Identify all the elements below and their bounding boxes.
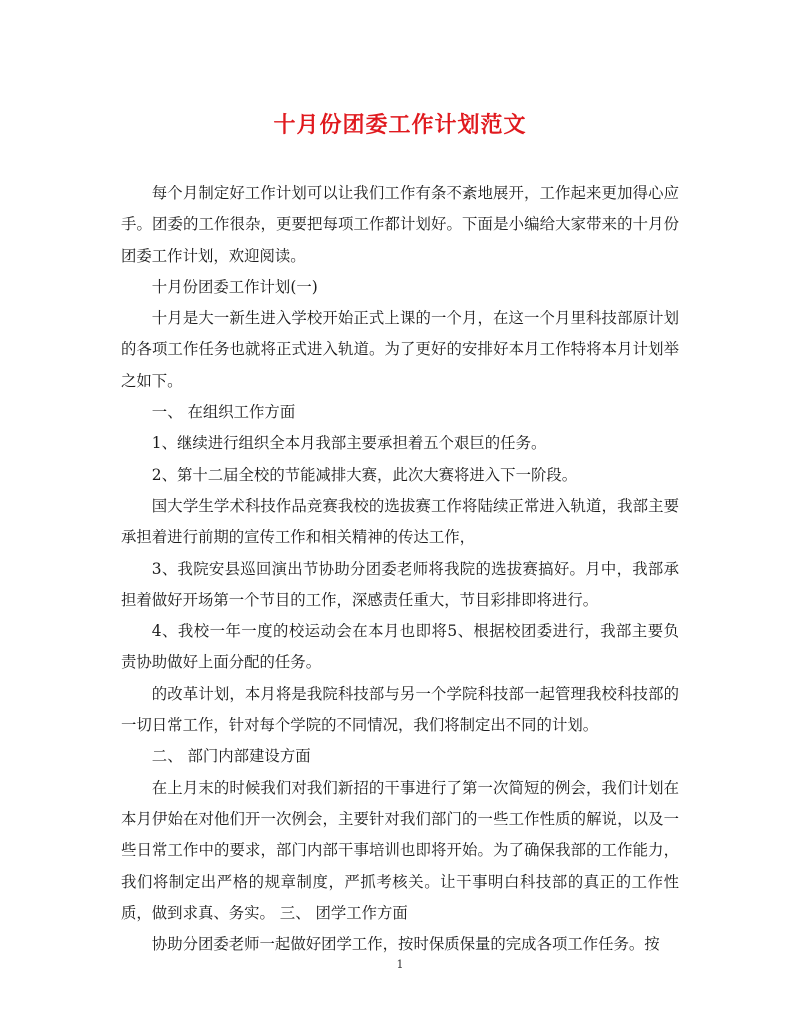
list-item-4: 4、我校一年一度的校运动会在本月也即将5、根据校团委进行，我部主要负责协助做好上面分配的任务。 [121,622,679,672]
document-body [121,178,679,960]
list-item-1: 1、继续进行组织全本月我部主要承担着五个艰巨的任务。 [151,434,547,453]
section-heading-department: 二、 部门内部建设方面 [151,747,311,766]
list-item-2: 2、第十二届全校的节能减排大赛，此次大赛将进入下一阶段。 [151,465,578,484]
paragraph-league-work: 协助分团委老师一起做好团学工作，按时保质保量的完成各项工作任务。按 [151,935,660,954]
paragraph-department-meeting: 在上月末的时候我们对我们新招的干事进行了第一次简短的例会，我们计划在本月伊始在对他们开一次例会，主要针对我们部门的一些工作性质的解说，以及一些日常工作中的要求，部门内部干事培训也即将开始。为了确保我部的工作能力，我们将制定出严格的规章制度，严抓考核关。让干事明白科技部的真正的工作性质，做到求真、务实。 三、 团学工作方面 [121,778,679,922]
paragraph-competition: 国大学生学术科技作品竞赛我校的选拔赛工作将陆续正常进入轨道，我部主要承担着进行前期的宣传工作和相关精神的传达工作， [121,496,679,547]
section-heading-plan-one: 十月份团委工作计划(一) [151,277,318,296]
list-item-3: 3、我院安县巡回演出节协助分团委老师将我院的选拔赛搞好。月中，我部承担着做好开场第一个节目的工作，深感责任重大，节目彩排即将进行。 [121,559,679,609]
paragraph-intro: 每个月制定好工作计划可以让我们工作有条不紊地展开，工作起来更加得心应手。团委的工作很杂，更要把每项工作都计划好。下面是小编给大家带来的十月份团委工作计划，欢迎阅读。 [121,184,679,265]
section-heading-organization: 一、 在组织工作方面 [151,403,296,422]
page-number: 1 [396,958,404,971]
document-title: 十月份团委工作计划范文 [273,112,527,138]
paragraph-reform-plan: 的改革计划，本月将是我院科技部与另一个学院科技部一起管理我校科技部的一切日常工作，针对每个学院的不同情况，我们将制定出不同的计划。 [121,684,679,735]
paragraph-october-overview: 十月是大一新生进入学校开始正式上课的一个月，在这一个月里科技部原计划的各项工作任务也就将正式进入轨道。为了更好的安排好本月工作特将本月计划举之如下。 [121,309,679,390]
